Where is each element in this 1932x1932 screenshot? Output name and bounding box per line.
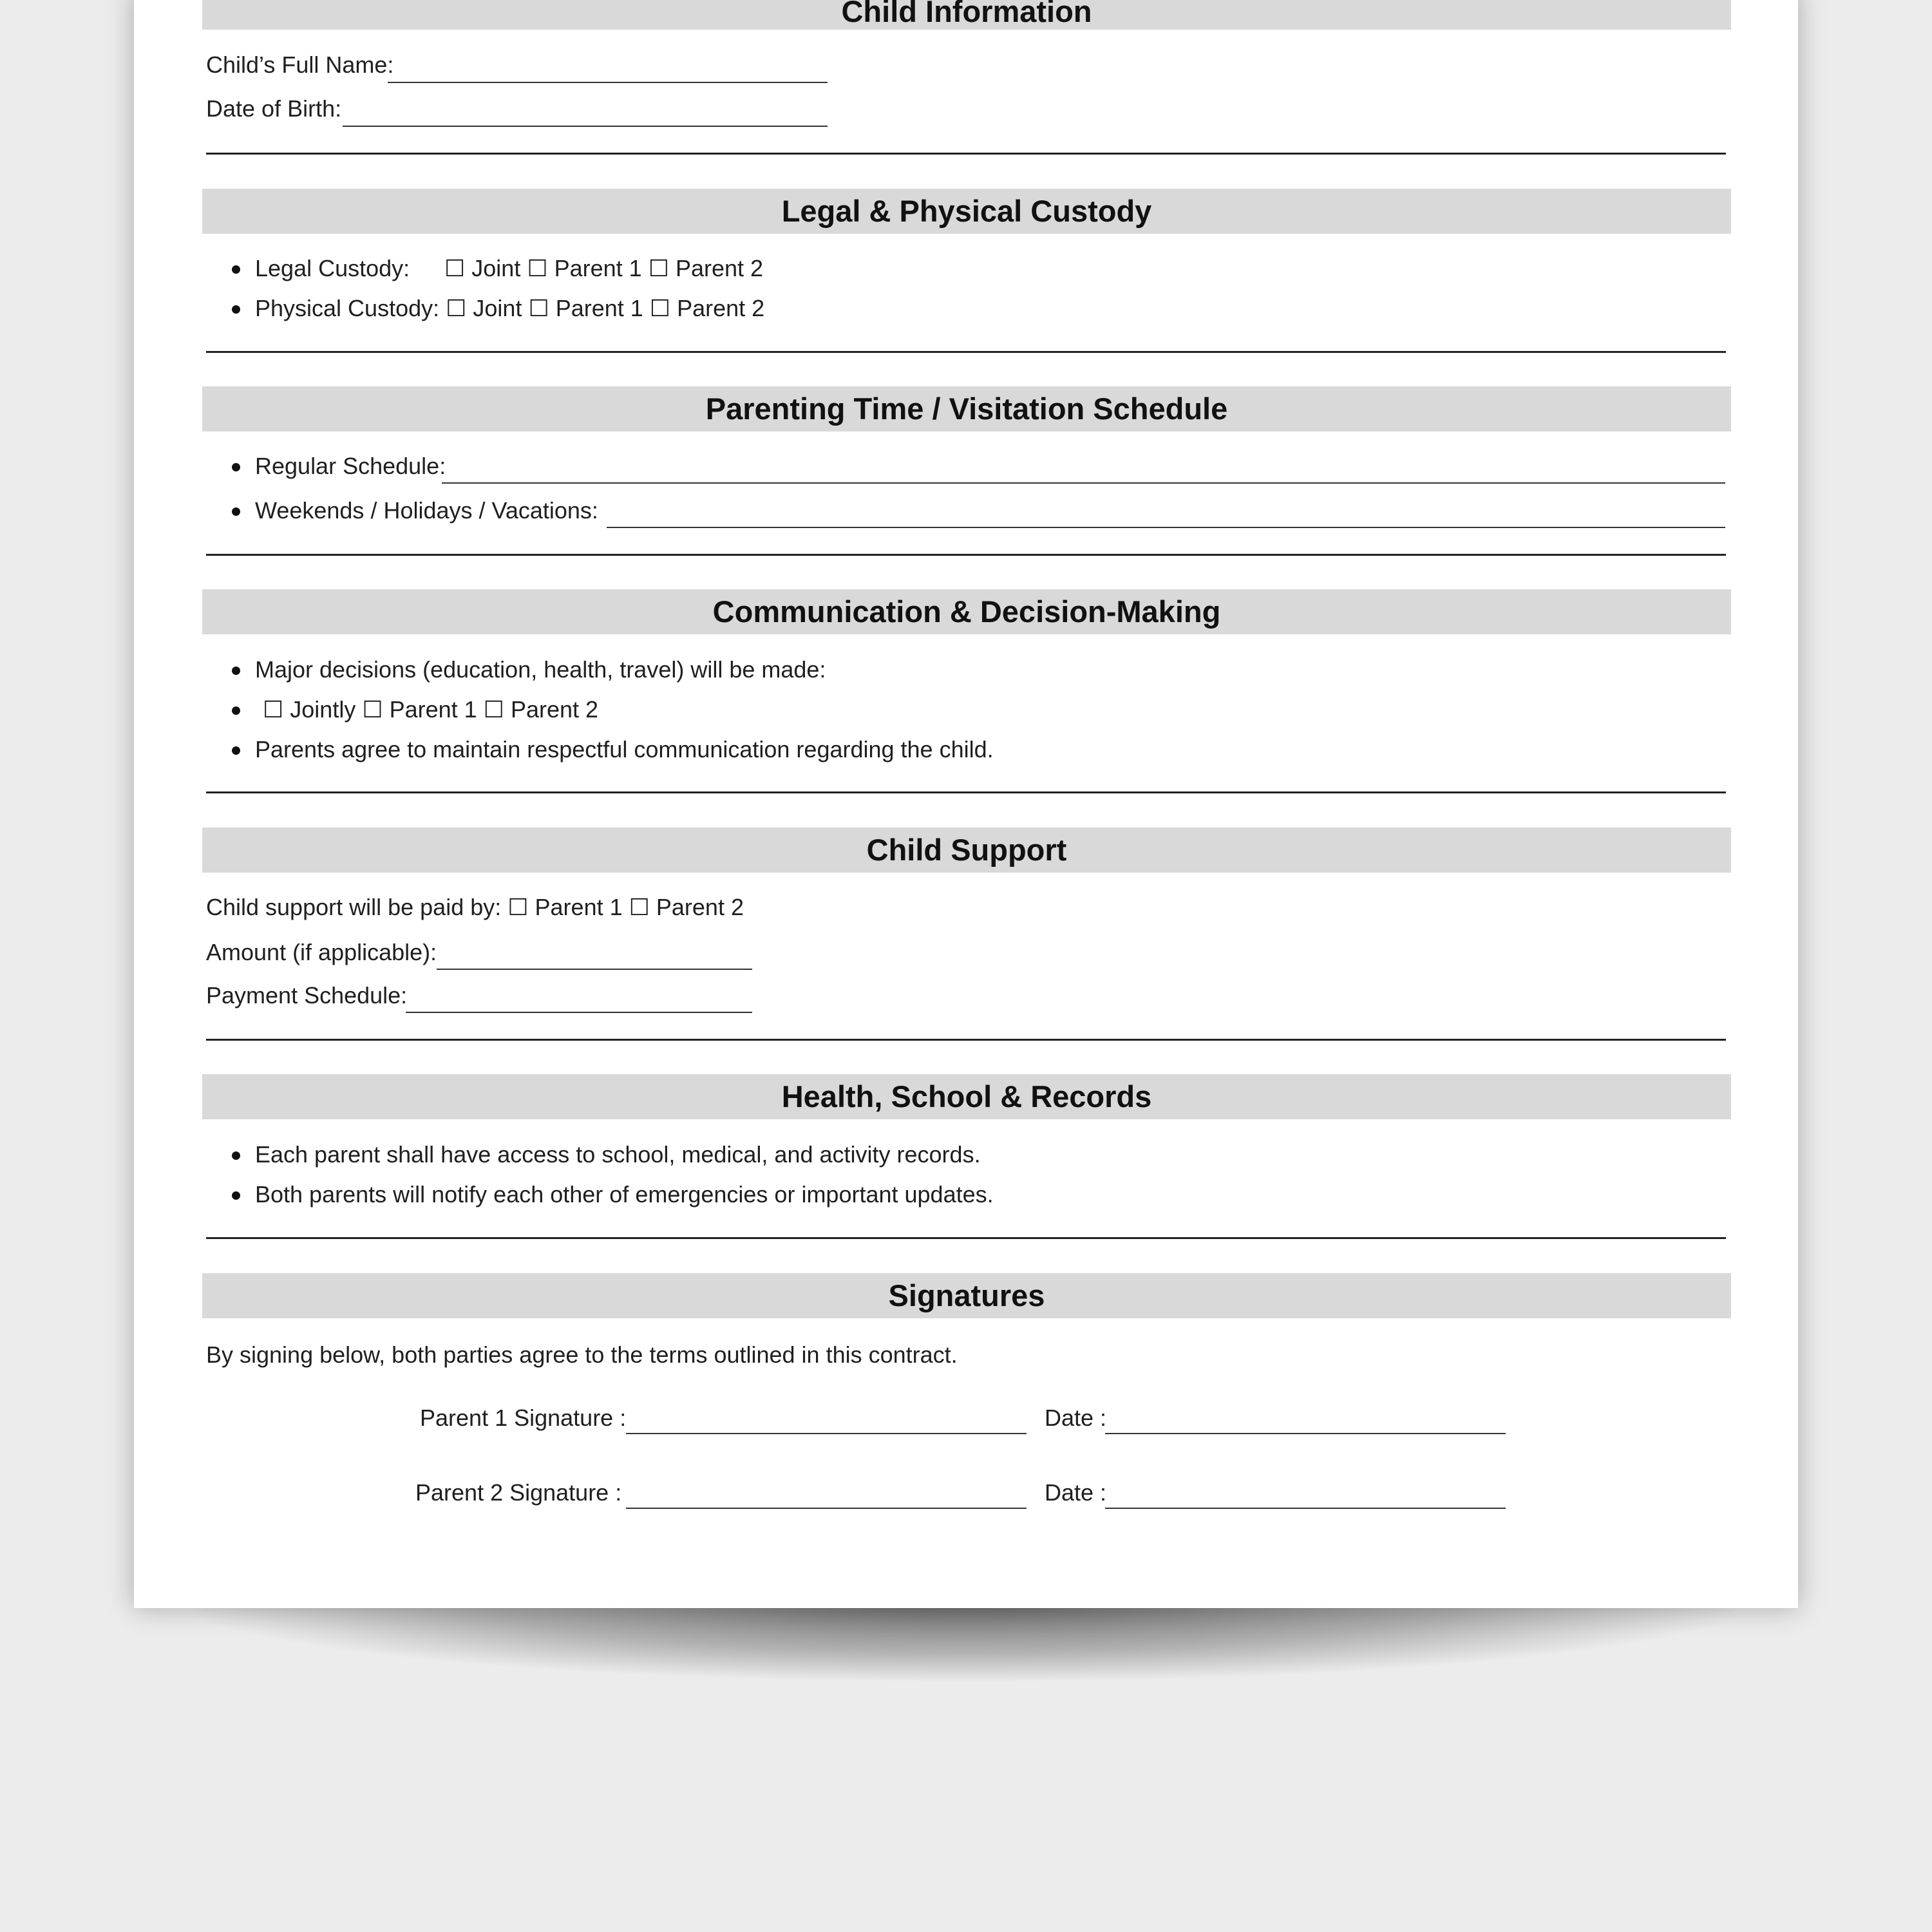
bullet: [232, 1151, 240, 1160]
regular-schedule-field[interactable]: [442, 482, 1725, 484]
notify-emergencies-item: Both parents will notify each other of emergencies or important updates.: [255, 1181, 994, 1208]
parent2-signature-label: Parent 2 Signature :: [415, 1479, 622, 1506]
bullet: [232, 706, 240, 715]
major-decisions-item: Major decisions (education, health, travel) will be made:: [255, 656, 826, 683]
section-header-child-support: Child Support: [202, 828, 1731, 873]
amount-field[interactable]: [437, 969, 752, 970]
decision-options[interactable]: ☐ Jointly ☐ Parent 1 ☐ Parent 2: [263, 696, 599, 723]
parent1-signature-label: Parent 1 Signature :: [420, 1405, 627, 1431]
legal-custody-label: Legal Custody:: [255, 255, 410, 281]
parent1-date-label: Date :: [1045, 1405, 1107, 1431]
payment-schedule-label: Payment Schedule:: [206, 982, 408, 1009]
section-divider: [206, 1237, 1726, 1239]
payment-schedule-field[interactable]: [406, 1012, 752, 1013]
bullet: [232, 265, 240, 274]
section-header-health-school: Health, School & Records: [202, 1074, 1731, 1119]
weekends-holidays-label: Weekends / Holidays / Vacations:: [255, 497, 598, 524]
section-header-custody: Legal & Physical Custody: [202, 189, 1731, 234]
section-header-signatures: Signatures: [202, 1273, 1731, 1318]
section-divider: [206, 351, 1726, 353]
respectful-communication-item: Parents agree to maintain respectful communication regarding the child.: [255, 736, 994, 762]
section-divider: [206, 791, 1726, 793]
signatures-intro: By signing below, both parties agree to the terms outlined in this contract.: [206, 1341, 958, 1368]
child-full-name-field[interactable]: [388, 82, 828, 83]
amount-label: Amount (if applicable):: [206, 939, 437, 965]
bullet: [232, 305, 240, 314]
bullet: [232, 507, 240, 516]
legal-custody-options[interactable]: ☐ Joint ☐ Parent 1 ☐ Parent 2: [444, 255, 764, 281]
section-divider: [206, 554, 1726, 556]
parent2-date-field[interactable]: [1105, 1508, 1506, 1509]
parent2-date-label: Date :: [1045, 1479, 1107, 1506]
bullet: [232, 746, 240, 755]
section-divider: [206, 1039, 1726, 1041]
regular-schedule-label: Regular Schedule:: [255, 453, 446, 479]
section-header-parenting-time: Parenting Time / Visitation Schedule: [202, 386, 1731, 431]
parent2-signature-field[interactable]: [626, 1508, 1027, 1509]
bullet: [232, 463, 240, 471]
section-header-communication: Communication & Decision-Making: [202, 589, 1731, 634]
physical-custody-item[interactable]: Physical Custody: ☐ Joint ☐ Parent 1 ☐ Parent 2: [255, 295, 765, 321]
weekends-holidays-field[interactable]: [607, 527, 1725, 528]
section-divider: [206, 153, 1726, 155]
records-access-item: Each parent shall have access to school, medical, and activity records.: [255, 1141, 981, 1168]
section-header-child-information: Child Information: [202, 0, 1731, 30]
support-paid-by[interactable]: Child support will be paid by: ☐ Parent 1 ☐ Parent 2: [206, 894, 744, 920]
parent1-signature-field[interactable]: [626, 1433, 1027, 1434]
child-full-name-label: Child’s Full Name:: [206, 52, 394, 78]
bullet: [232, 1191, 240, 1200]
bullet: [232, 667, 240, 675]
date-of-birth-label: Date of Birth:: [206, 95, 342, 122]
date-of-birth-field[interactable]: [343, 126, 828, 127]
parent1-date-field[interactable]: [1105, 1433, 1506, 1434]
